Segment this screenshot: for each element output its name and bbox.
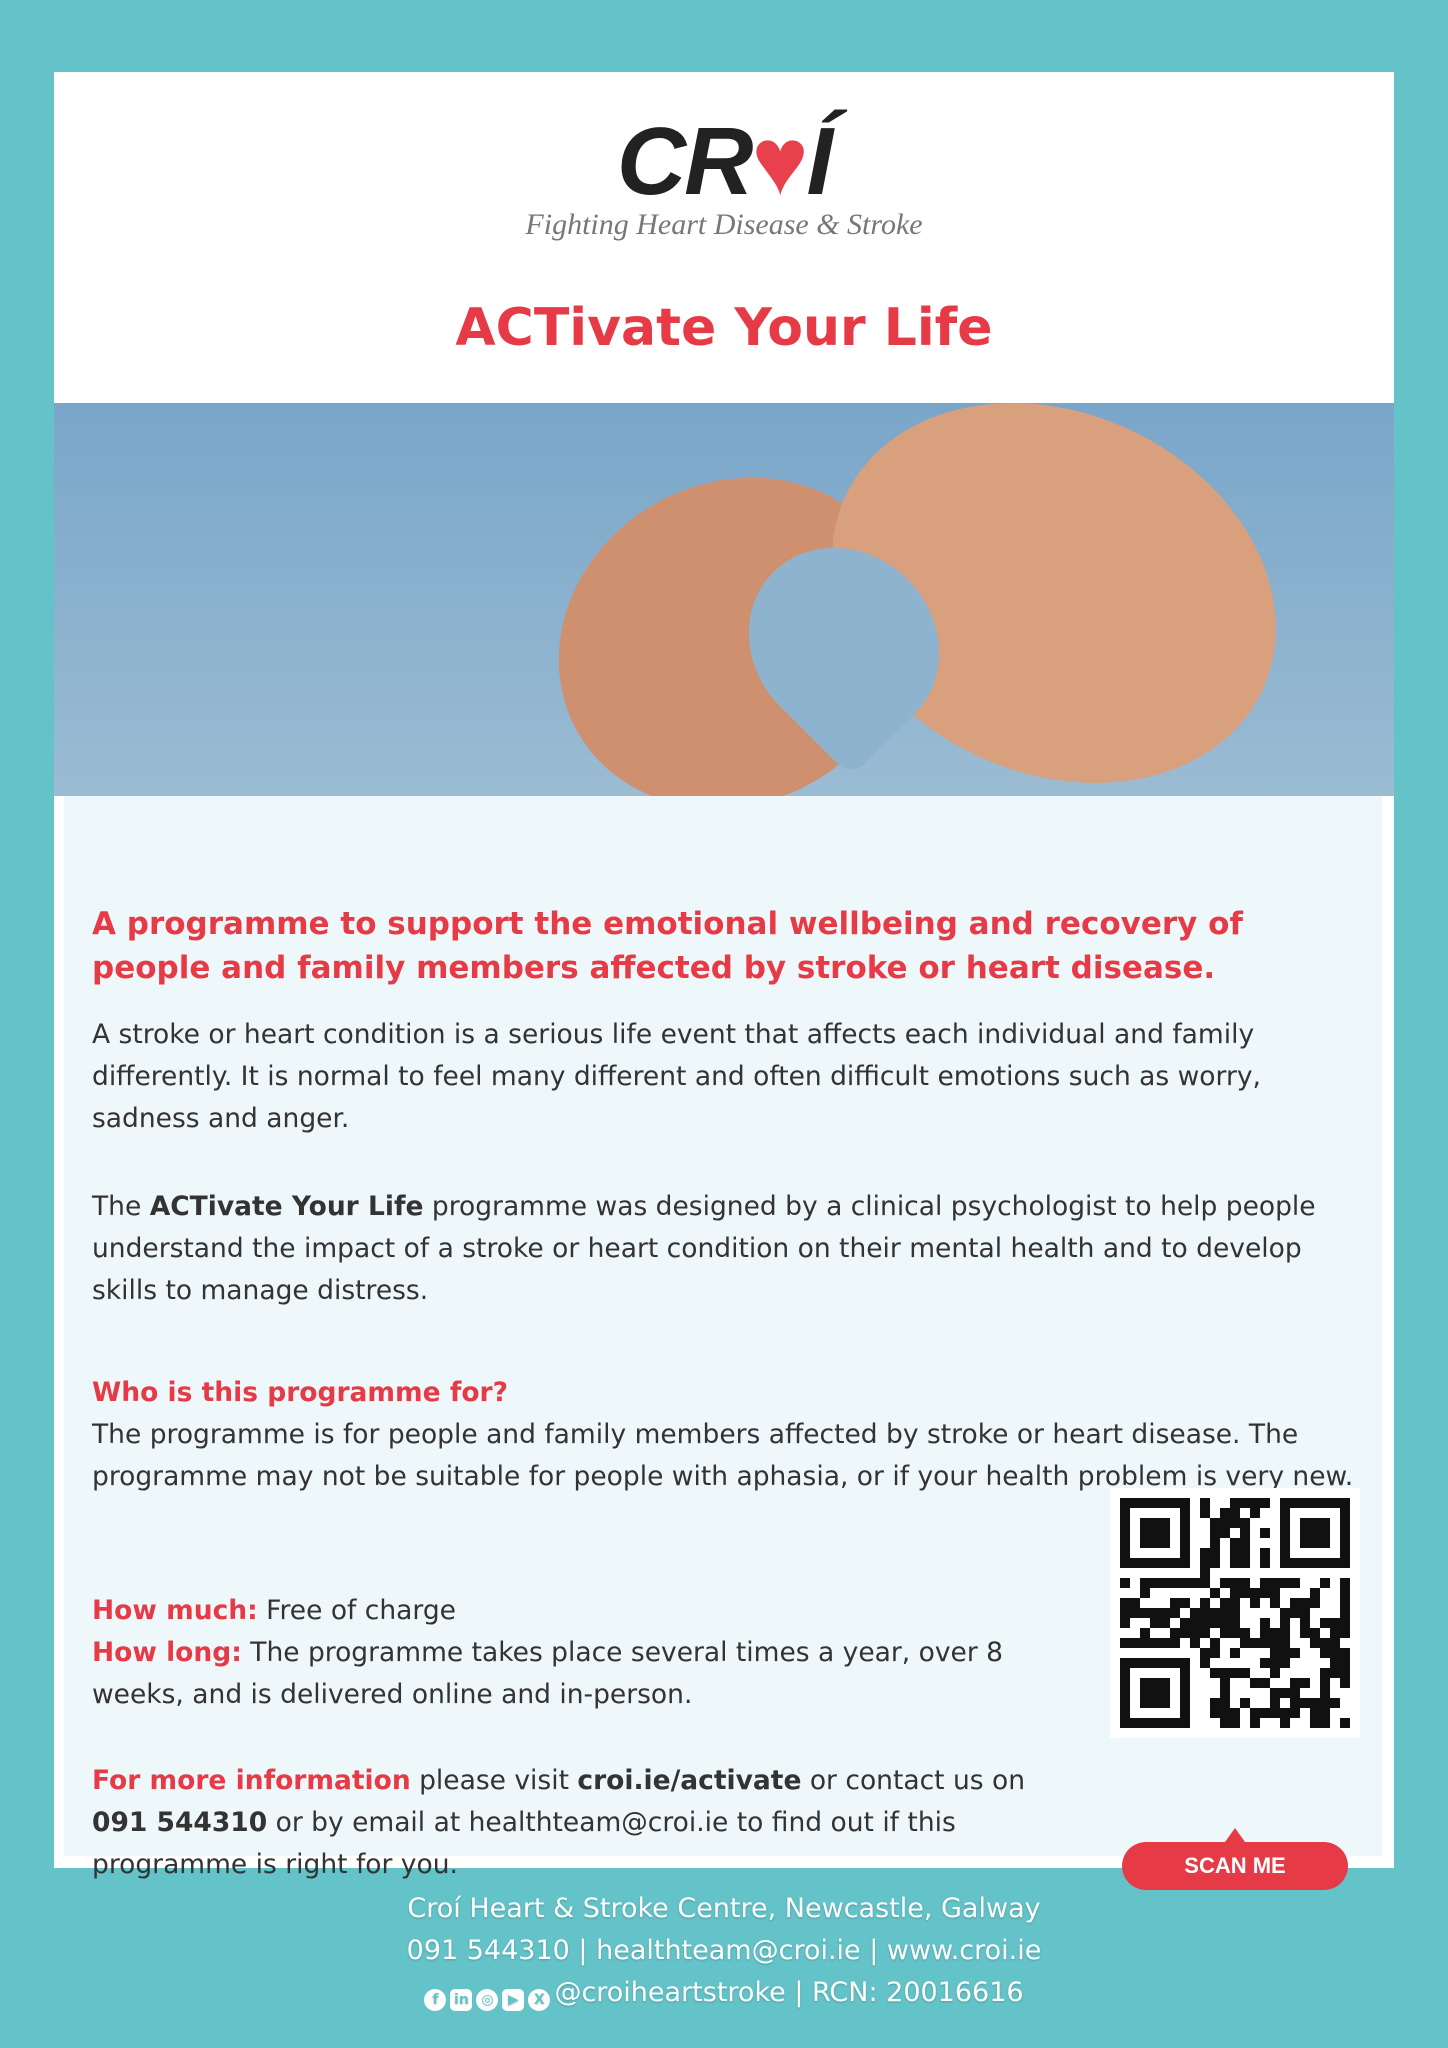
flyer-card: [54, 72, 1394, 1880]
logo-text: CR: [616, 108, 752, 215]
social-handle: @croiheartstroke | RCN: 20016616: [554, 1977, 1024, 2008]
programme-paragraph: The ACTivate Your Life programme was designed by a clinical psychologist to help people understand the impact of a stroke or heart condition on their mental health and to develop skills to manage distress.: [92, 1191, 1316, 1306]
content-area: [64, 796, 1382, 1880]
scan-me-badge: SCAN ME: [1122, 1842, 1348, 1890]
youtube-icon[interactable]: ▶: [502, 1989, 524, 2011]
how-much: How much: Free of charge: [92, 1595, 456, 1626]
activate-link[interactable]: croi.ie/activate: [577, 1765, 802, 1796]
footer-address: Croí Heart & Stroke Centre, Newcastle, Galway: [407, 1893, 1041, 1924]
heart-icon: ♥: [751, 108, 807, 215]
how-long: How long: The programme takes place several times a year, over 8 weeks, and is delivered online and in-person.: [92, 1637, 1004, 1710]
footer: [0, 1888, 1448, 2014]
more-info: For more information please visit croi.ie/activate or contact us on 091 544310 or by email at healthteam@croi.ie to find out if this programme is right for you.: [92, 1765, 1026, 1880]
footer-contact: 091 544310 | healthteam@croi.ie | www.croi.ie: [406, 1935, 1042, 1966]
croi-logo: [54, 108, 1394, 242]
linkedin-icon[interactable]: in: [450, 1989, 472, 2011]
footer-social: [0, 1972, 1448, 2014]
who-text: The programme is for people and family members affected by stroke or heart disease. The programme may not be suitable for people with aphasia, or if your health problem is very new.: [92, 1419, 1354, 1492]
logo-text: Í: [806, 108, 832, 215]
facebook-icon[interactable]: f: [424, 1989, 446, 2011]
qr-code[interactable]: [1110, 1488, 1360, 1738]
intro-paragraph: A stroke or heart condition is a serious life event that affects each individual and family differently. It is normal to feel many different and often difficult emotions such as worry, sadness and anger.: [92, 1019, 1261, 1134]
logo-tagline: Fighting Heart Disease & Stroke: [525, 208, 923, 241]
heart-hands-photo: [54, 403, 1394, 796]
page-title: ACTivate Your Life: [455, 298, 993, 358]
instagram-icon[interactable]: ◎: [476, 1989, 498, 2011]
x-icon[interactable]: X: [528, 1989, 550, 2011]
lead-heading: A programme to support the emotional wellbeing and recovery of people and family members affected by stroke or heart disease.: [92, 906, 1243, 986]
who-heading: Who is this programme for?: [92, 1377, 508, 1408]
